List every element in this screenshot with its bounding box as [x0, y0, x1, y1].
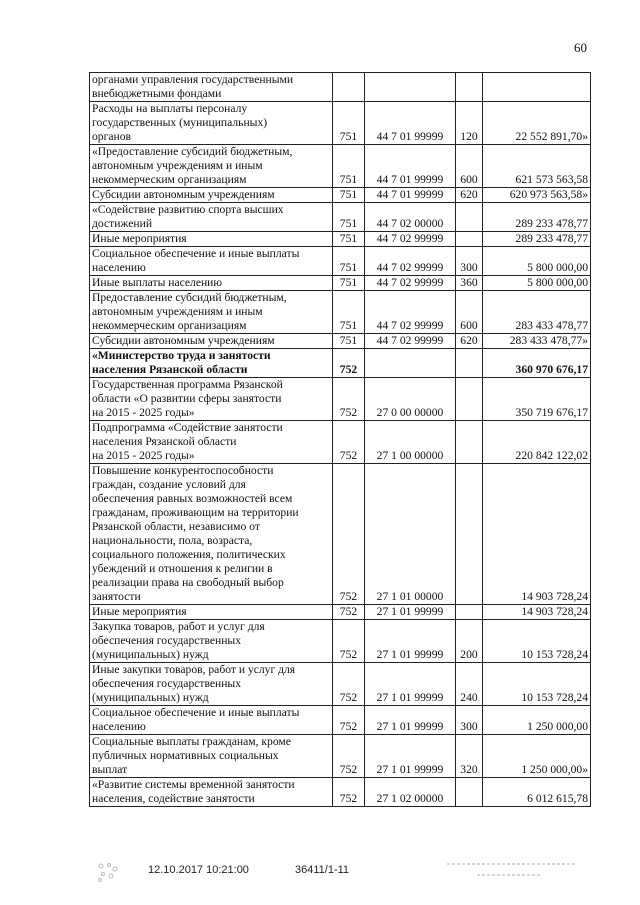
- table-row: [90, 232, 591, 247]
- cell-vr: 120: [456, 102, 483, 145]
- cell-gr: 752: [333, 735, 365, 778]
- cell-vr: [456, 73, 483, 102]
- table-row: [90, 620, 591, 663]
- cell-gr: [333, 73, 365, 102]
- cell-csr: [365, 73, 456, 102]
- cell-name: Предоставление субсидий бюджетным, автономным учреждениям и иным некоммерческим организациям: [90, 291, 333, 334]
- cell-vr: [456, 421, 483, 464]
- cell-name: Государственная программа Рязанской области «О развитии сферы занятости на 2015 - 2025 годы»: [90, 378, 333, 421]
- cell-sum: 1 250 000,00: [483, 706, 591, 735]
- footer-timestamp: 12.10.2017 10:21:00: [148, 864, 249, 876]
- cell-name: «Содействие развитию спорта высших достижений: [90, 203, 333, 232]
- cell-vr: 600: [456, 145, 483, 188]
- cell-csr: 44 7 01 99999: [365, 102, 456, 145]
- cell-csr: 44 7 02 99999: [365, 334, 456, 349]
- cell-name: Иные выплаты населению: [90, 276, 333, 291]
- cell-sum: 620 973 563,58»: [483, 188, 591, 203]
- cell-csr: 27 1 02 00000: [365, 778, 456, 807]
- cell-gr: 751: [333, 145, 365, 188]
- cell-name: Подпрограмма «Содействие занятости населения Рязанской области на 2015 - 2025 годы»: [90, 421, 333, 464]
- cell-sum: 14 903 728,24: [483, 605, 591, 620]
- cell-vr: 360: [456, 276, 483, 291]
- footer-doc-number: 36411/1-11: [295, 864, 350, 876]
- cell-name: «Развитие системы временной занятости населения, содействие занятости: [90, 778, 333, 807]
- table-row: [90, 247, 591, 276]
- cell-name: Иные закупки товаров, работ и услуг для обеспечения государственных (муниципальных) нужд: [90, 663, 333, 706]
- cell-sum: 289 233 478,77: [483, 203, 591, 232]
- stamp-mark-icon: [95, 860, 121, 884]
- cell-gr: 752: [333, 378, 365, 421]
- page-number: 60: [574, 40, 587, 55]
- faded-stamp-icon: [447, 858, 577, 882]
- cell-sum: [483, 73, 591, 102]
- cell-sum: 5 800 000,00: [483, 276, 591, 291]
- cell-csr: 44 7 01 99999: [365, 188, 456, 203]
- cell-csr: 27 1 01 99999: [365, 663, 456, 706]
- table-row: [90, 73, 591, 102]
- cell-gr: 752: [333, 778, 365, 807]
- table-row: [90, 605, 591, 620]
- table-row: [90, 188, 591, 203]
- table-row: [90, 291, 591, 334]
- table-row: [90, 778, 591, 807]
- cell-vr: 200: [456, 620, 483, 663]
- cell-gr: 751: [333, 203, 365, 232]
- table-row: [90, 145, 591, 188]
- cell-sum: 283 433 478,77: [483, 291, 591, 334]
- cell-sum: 360 970 676,17: [483, 349, 591, 378]
- cell-sum: 220 842 122,02: [483, 421, 591, 464]
- table-row: [90, 663, 591, 706]
- cell-csr: 27 1 01 99999: [365, 605, 456, 620]
- cell-sum: 350 719 676,17: [483, 378, 591, 421]
- cell-gr: 752: [333, 663, 365, 706]
- cell-sum: 621 573 563,58: [483, 145, 591, 188]
- cell-vr: [456, 378, 483, 421]
- cell-sum: 14 903 728,24: [483, 464, 591, 605]
- cell-vr: 300: [456, 706, 483, 735]
- cell-csr: 27 1 01 00000: [365, 464, 456, 605]
- cell-sum: 1 250 000,00»: [483, 735, 591, 778]
- cell-name: Субсидии автономным учреждениям: [90, 188, 333, 203]
- cell-name: Иные мероприятия: [90, 232, 333, 247]
- cell-csr: 27 1 01 99999: [365, 706, 456, 735]
- cell-sum: 10 153 728,24: [483, 663, 591, 706]
- cell-vr: [456, 778, 483, 807]
- table-row: [90, 735, 591, 778]
- cell-csr: 27 0 00 00000: [365, 378, 456, 421]
- cell-name: «Предоставление субсидий бюджетным, автономным учреждениям и иным некоммерческим организациям: [90, 145, 333, 188]
- cell-name: Социальное обеспечение и иные выплаты населению: [90, 247, 333, 276]
- cell-name: Расходы на выплаты персоналу государственных (муниципальных) органов: [90, 102, 333, 145]
- cell-vr: 320: [456, 735, 483, 778]
- cell-name: «Министерство труда и занятости населения Рязанской области: [90, 349, 333, 378]
- cell-name: Повышение конкурентоспособности граждан, создание условий для обеспечения равных возможностей всем гражданам, проживающим на территории Рязанской области, независимо от национальности, пола, возраста, социального положения, политических убеждений и отношения к религии в реализации права на свободный выбор занятости: [90, 464, 333, 605]
- cell-sum: 289 233 478,77: [483, 232, 591, 247]
- cell-name: Иные мероприятия: [90, 605, 333, 620]
- cell-gr: 751: [333, 188, 365, 203]
- cell-gr: 752: [333, 706, 365, 735]
- table-row: [90, 276, 591, 291]
- cell-vr: [456, 464, 483, 605]
- table-row: [90, 102, 591, 145]
- cell-vr: [456, 232, 483, 247]
- cell-csr: 44 7 02 99999: [365, 291, 456, 334]
- cell-vr: 620: [456, 334, 483, 349]
- cell-csr: 27 1 01 99999: [365, 735, 456, 778]
- cell-vr: [456, 349, 483, 378]
- cell-gr: 751: [333, 247, 365, 276]
- cell-gr: 751: [333, 102, 365, 145]
- cell-name: Социальные выплаты гражданам, кроме публичных нормативных социальных выплат: [90, 735, 333, 778]
- cell-sum: 22 552 891,70»: [483, 102, 591, 145]
- cell-vr: 620: [456, 188, 483, 203]
- cell-name: органами управления государственными внебюджетными фондами: [90, 73, 333, 102]
- cell-vr: [456, 203, 483, 232]
- table-row: [90, 378, 591, 421]
- cell-gr: 751: [333, 334, 365, 349]
- cell-vr: [456, 605, 483, 620]
- cell-name: Закупка товаров, работ и услуг для обеспечения государственных (муниципальных) нужд: [90, 620, 333, 663]
- cell-gr: 751: [333, 276, 365, 291]
- table-row: [90, 349, 591, 378]
- cell-csr: 27 1 00 00000: [365, 421, 456, 464]
- cell-gr: 752: [333, 620, 365, 663]
- budget-table: [89, 72, 591, 807]
- table-row: [90, 203, 591, 232]
- table-row: [90, 421, 591, 464]
- cell-gr: 752: [333, 349, 365, 378]
- cell-csr: 44 7 01 99999: [365, 145, 456, 188]
- cell-sum: 10 153 728,24: [483, 620, 591, 663]
- cell-vr: 240: [456, 663, 483, 706]
- cell-csr: 44 7 02 99999: [365, 276, 456, 291]
- table-row: [90, 706, 591, 735]
- cell-sum: 5 800 000,00: [483, 247, 591, 276]
- cell-sum: 283 433 478,77»: [483, 334, 591, 349]
- table-row: [90, 464, 591, 605]
- cell-sum: 6 012 615,78: [483, 778, 591, 807]
- cell-csr: 44 7 02 99999: [365, 247, 456, 276]
- cell-name: Социальное обеспечение и иные выплаты населению: [90, 706, 333, 735]
- cell-gr: 752: [333, 421, 365, 464]
- cell-csr: 27 1 01 99999: [365, 620, 456, 663]
- cell-csr: 44 7 02 99999: [365, 232, 456, 247]
- cell-vr: 600: [456, 291, 483, 334]
- cell-gr: 751: [333, 291, 365, 334]
- cell-gr: 752: [333, 605, 365, 620]
- cell-csr: [365, 349, 456, 378]
- cell-gr: 751: [333, 232, 365, 247]
- cell-csr: 44 7 02 00000: [365, 203, 456, 232]
- cell-name: Субсидии автономным учреждениям: [90, 334, 333, 349]
- table-row: [90, 334, 591, 349]
- cell-gr: 752: [333, 464, 365, 605]
- cell-vr: 300: [456, 247, 483, 276]
